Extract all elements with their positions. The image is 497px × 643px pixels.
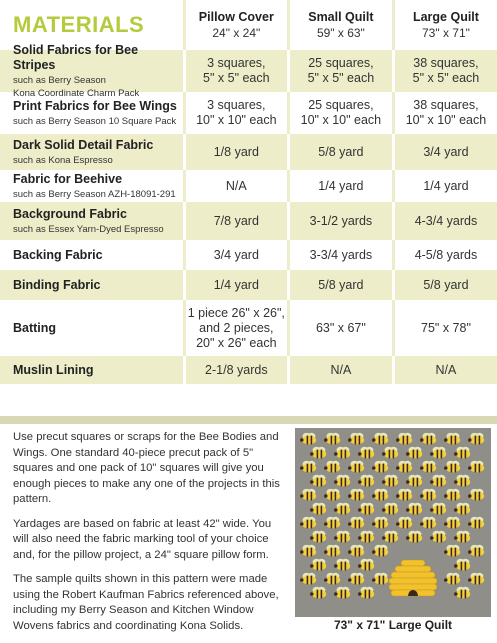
paragraph: Yardages are based on fabric at least 42" wide. You will also need the fabric marking tool of your choice and, for the pillow project, a 24" square pillow form. <box>13 517 272 561</box>
material-name: Print Fabrics for Bee Wings <box>13 98 177 113</box>
material-note: such as Essex Yarn-Dyed Espresso <box>13 223 164 235</box>
row-label <box>0 170 183 202</box>
material-name: Backing Fabric <box>13 247 103 262</box>
material-note: such as Berry Season AZH-18091-291 <box>13 188 176 200</box>
material-name: Muslin Lining <box>13 362 94 377</box>
row-label <box>0 270 183 300</box>
quantity-cell: 3/4 yard <box>423 144 469 159</box>
column-header-large: Large Quilt 73" x 71" <box>412 10 479 40</box>
paragraph: Use precut squares or scraps for the Bee Bodies and Wings. One standard 40-piece precut pack of 5" squares and one pack of 10" squares will give you enough pieces to make any one of the projects in this pattern. <box>13 431 280 505</box>
table-row <box>0 356 497 384</box>
quilt-caption: 73" x 71" Large Quilt <box>333 618 453 632</box>
quantity-cell: 5/8 yard <box>423 277 469 292</box>
row-label <box>0 202 183 240</box>
quantity-cell: 1/4 yard <box>423 178 469 193</box>
paragraph: The sample quilts shown in this pattern were made using the Robert Kaufman Fabrics referenced above, including my Berry Season and Kitchen Window Wovens fabrics and coordinating Kona Solids. <box>13 573 279 632</box>
quantity-cell: 1 piece 26" x 26", and 2 pieces, 20" x 26" each <box>187 305 285 350</box>
quantity-cell: 1/4 yard <box>318 178 364 193</box>
table-row <box>0 170 497 202</box>
quantity-cell: N/A <box>435 362 457 377</box>
quantity-cell: 4-5/8 yards <box>414 247 478 262</box>
quantity-cell: N/A <box>225 178 247 193</box>
table-row <box>0 92 497 134</box>
material-note: such as Kona Espresso <box>13 154 113 166</box>
row-label <box>0 134 183 170</box>
material-name: Dark Solid Detail Fabric <box>13 137 154 152</box>
quantity-cell: 7/8 yard <box>213 213 259 228</box>
row-label <box>0 92 183 134</box>
column-header-pillow: Pillow Cover 24" x 24" <box>198 10 274 40</box>
quantity-cell: 38 squares, 10" x 10" each <box>405 98 487 127</box>
quantity-cell: 75" x 78" <box>421 320 471 335</box>
quantity-cell: 3 squares, 5" x 5" each <box>203 56 270 85</box>
lower-section <box>0 424 497 637</box>
table-row <box>0 134 497 170</box>
column-header-small: Small Quilt 59" x 63" <box>308 10 374 40</box>
body-text <box>13 430 286 643</box>
material-name: Solid Fabrics for Bee Stripes <box>13 42 139 72</box>
quantity-cell: 63" x 67" <box>315 320 366 335</box>
quantity-cell: 5/8 yard <box>318 144 364 159</box>
quantity-cell: 25 squares, 5" x 5" each <box>307 56 375 85</box>
page-title: MATERIALS <box>13 12 145 37</box>
row-label <box>0 240 183 270</box>
row-label <box>0 42 183 99</box>
material-name: Batting <box>13 320 57 335</box>
quantity-cell: 5/8 yard <box>318 277 364 292</box>
row-label <box>0 300 183 356</box>
quantity-cell: 3 squares, 10" x 10" each <box>196 98 277 127</box>
table-row <box>0 270 497 300</box>
table-row <box>0 202 497 240</box>
table-row <box>0 300 497 356</box>
material-note: such as Berry Season 10 Square Pack <box>13 115 177 127</box>
material-note: such as Berry Season Kona Coordinate Charm Pack <box>13 74 140 99</box>
material-name: Binding Fabric <box>13 277 101 292</box>
quantity-cell: 1/8 yard <box>213 144 259 159</box>
quantity-cell: 3-3/4 yards <box>309 247 373 262</box>
quantity-cell: 3/4 yard <box>213 247 259 262</box>
table-row <box>0 240 497 270</box>
quantity-cell: 2-1/8 yards <box>205 362 268 377</box>
quantity-cell: 38 squares, 5" x 5" each <box>412 56 480 85</box>
row-label <box>0 356 183 384</box>
section-divider <box>0 416 497 424</box>
quantity-cell: 1/4 yard <box>213 277 259 292</box>
quantity-cell: 25 squares, 10" x 10" each <box>300 98 382 127</box>
quilt-photo <box>295 428 491 617</box>
table-row <box>0 42 497 99</box>
quantity-cell: 3-1/2 yards <box>309 213 373 228</box>
material-name: Background Fabric <box>13 206 127 221</box>
quantity-cell: N/A <box>330 362 352 377</box>
quilt-illustration <box>295 428 491 617</box>
material-name: Fabric for Beehive <box>13 171 123 186</box>
quantity-cell: 4-3/4 yards <box>414 213 478 228</box>
